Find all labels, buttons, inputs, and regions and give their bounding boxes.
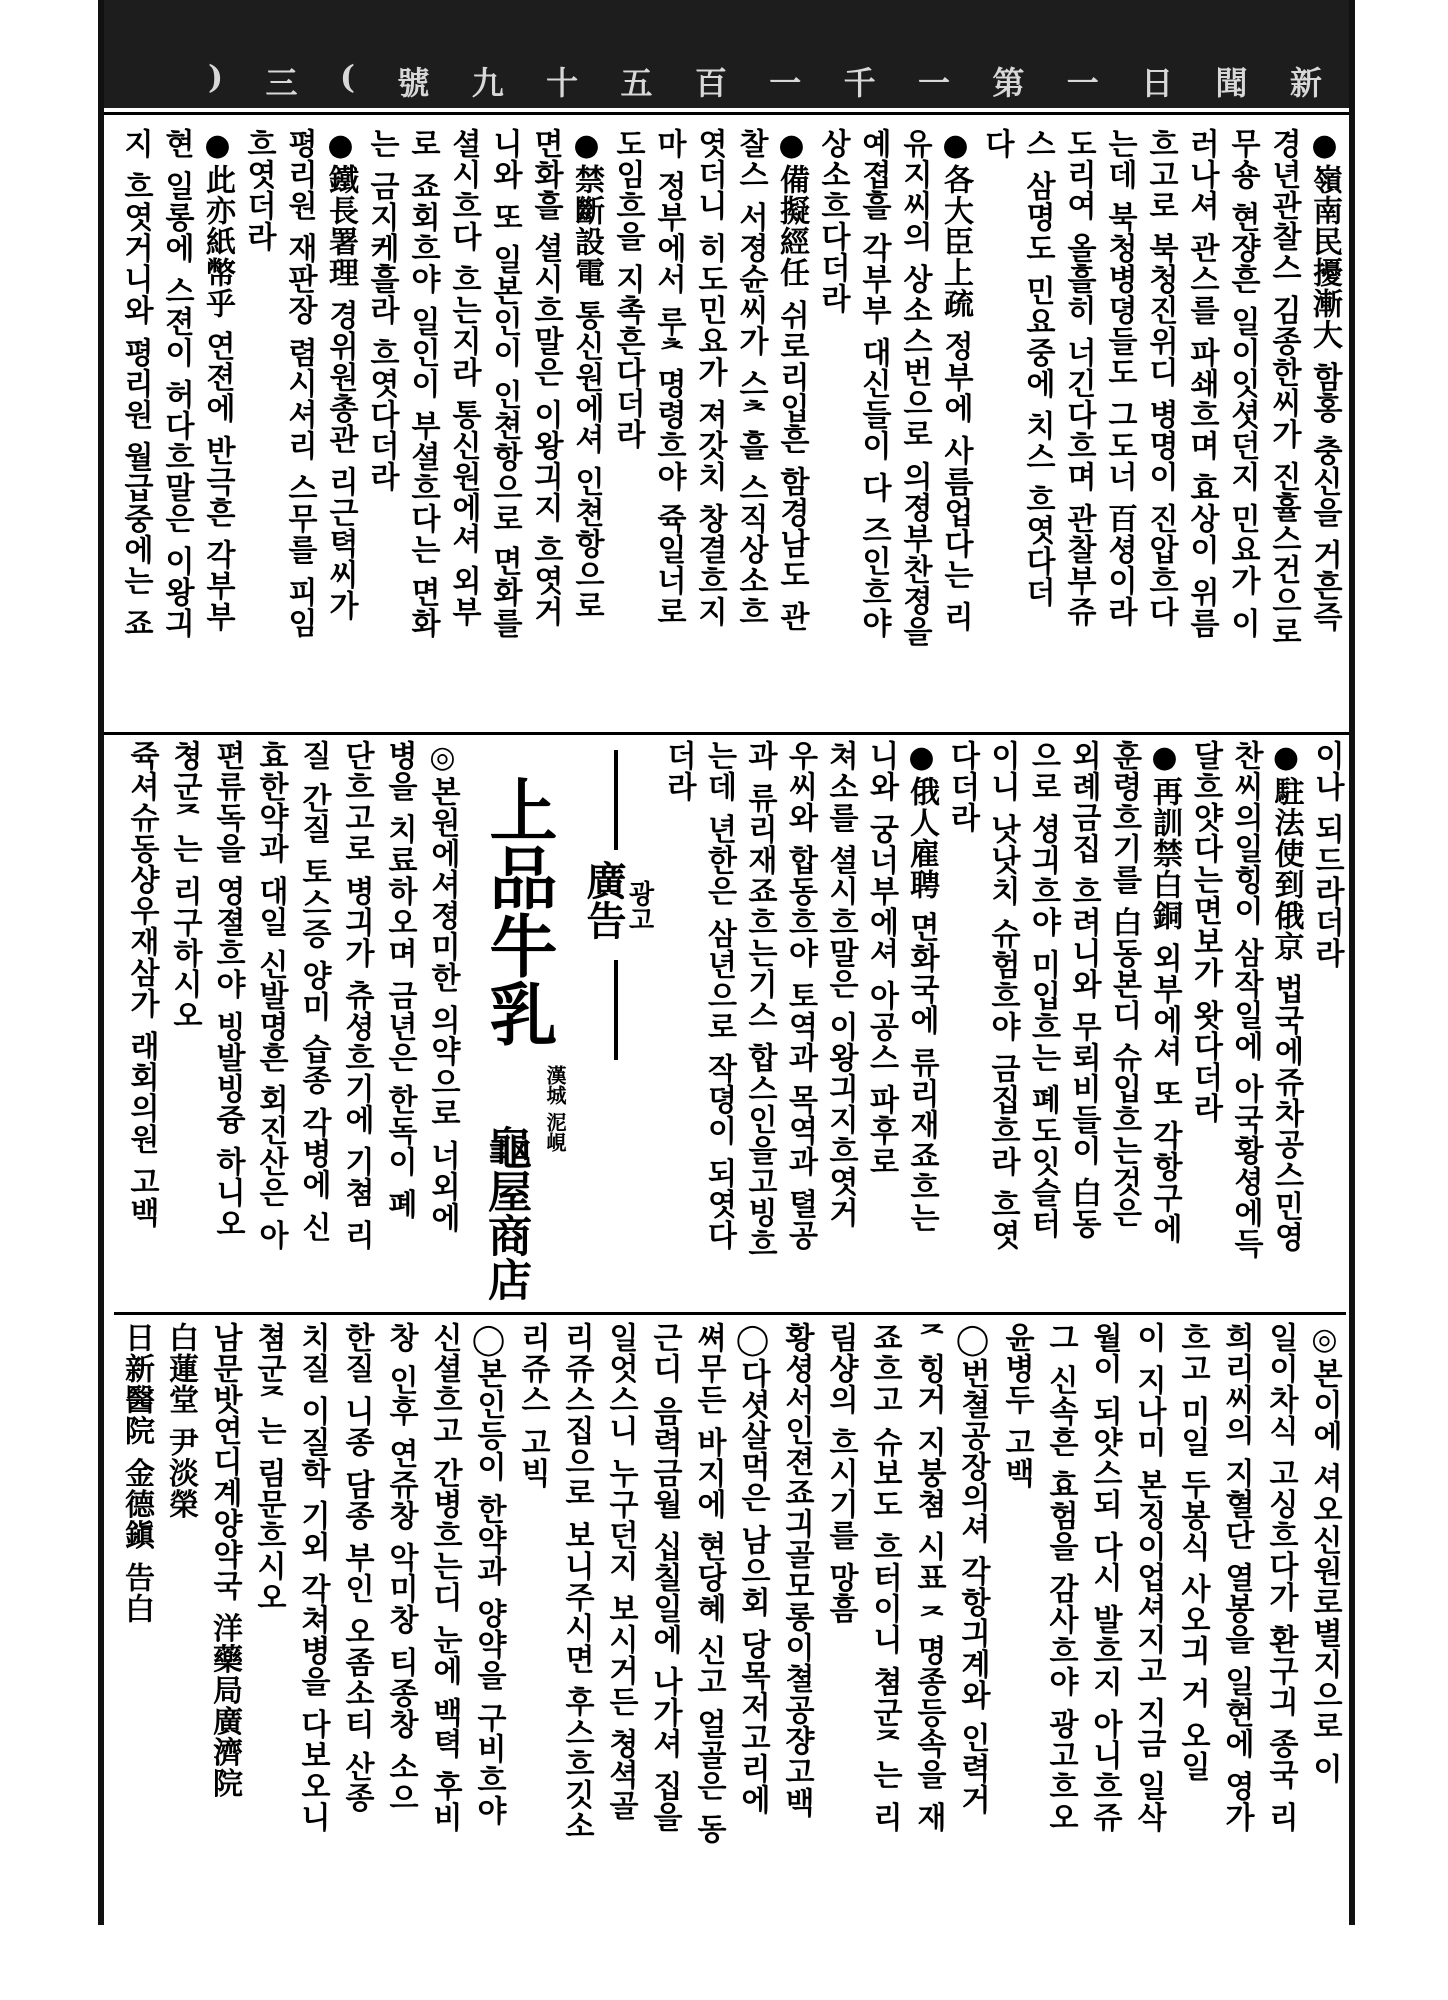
masthead-char: 新 — [1289, 64, 1328, 102]
ad-column: 월이 되얏스되 다시 발흐지 아니흐쥬 — [1087, 1322, 1122, 1833]
masthead-char: 百 — [694, 64, 733, 102]
news-column: 이나 되드라더라 — [1309, 740, 1344, 969]
news-column: ●再訓禁白銅 외부에셔 또 각항구에 — [1147, 740, 1182, 1245]
news-column: 니와 또 일본인이 인쳔항으로 면화를 — [487, 128, 522, 639]
masthead-char: 千 — [843, 64, 882, 102]
ad-column: 흐고 미일 두봉식 사오긔 거 오일 — [1175, 1322, 1210, 1783]
news-column: 로 죠회흐야 일인이 부셜흐다는 면화 — [405, 128, 440, 639]
ad-column: ◯본인등이 한약과 양약을 구비흐야 — [471, 1322, 506, 1827]
ad-column: 근디 음력금월 십칠일에 나가셔 집을 — [647, 1322, 682, 1833]
ad-column: ◎본이에 셔오신원로별지으로 이 — [1307, 1322, 1342, 1784]
advertisement-subtitle: 광고 — [624, 880, 654, 932]
ad-column: ◯번쳘공장의셔 각항긔계와 인력거 — [955, 1322, 990, 1815]
milk-place: 漢城 泥峴 — [543, 1065, 567, 1152]
news-column: 으로 셩긔흐야 미입흐는 폐도잇슬터 — [1025, 740, 1061, 1240]
advertisement-header — [578, 740, 656, 1070]
ad-column: 치질 이질학 기외 각쳐병을 다보오니 — [295, 1322, 330, 1833]
news-column: 지 흐엿거니와 평리원 월급중에는 죠 — [118, 128, 153, 639]
medicine-advertisement — [114, 740, 464, 1310]
milk-advertisement — [468, 745, 578, 1305]
news-column: 무숑 현쟝흔 일이잇셧던지 민요가 이 — [1225, 128, 1260, 639]
ad-column: ◯다셧살먹은 남으회 당목저고리에 — [735, 1322, 770, 1815]
news-column: 다더라 — [944, 740, 980, 833]
ad-column: 쳠군ᄌ는 림문흐시오 — [251, 1322, 286, 1613]
news-column: ●各大臣上疏 정부에 사름업다는 리 — [938, 128, 973, 633]
masthead-char: 五 — [620, 64, 659, 102]
news-column: 달흐얏다는면보가 왓다더라 — [1187, 740, 1223, 1124]
news-column: 도리여 올흘히 너긴다흐며 관찰부쥬 — [1061, 128, 1096, 628]
ad-column: 효한약과 대일 신발명흔 회진산은 아 — [253, 740, 288, 1251]
masthead-char: ) — [208, 58, 230, 96]
news-column: ●此亦紙幣乎 연젼에 반극흔 각부부 — [200, 128, 235, 633]
news-column: 외례금집 흐려니와 무뢰비들이 白동 — [1066, 740, 1101, 1240]
masthead-char: 三 — [265, 64, 304, 102]
news-column: 다 — [979, 128, 1014, 159]
news-column: 더라 — [661, 740, 696, 802]
ad-column: 일엇스니 누구던지 보시거든 쳥셕골 — [603, 1322, 638, 1822]
ad-column: 리쥬스 고빅 — [515, 1322, 550, 1489]
top-news-section — [114, 128, 1346, 728]
ad-column: 신셜흐고 간병흐는디 눈에 백텩 후비 — [427, 1322, 462, 1833]
ad-column: 한질 니종 담종 부인 오좀소티 산종 — [339, 1322, 374, 1814]
news-column: 는데 년한은 삼년으로 작뎡이 되엿다 — [701, 740, 737, 1251]
news-column: 흐엿더라 — [241, 128, 276, 252]
ad-column: 희리씨의 지혈단 열봉을 일현에 영가 — [1219, 1322, 1254, 1833]
masthead — [98, 0, 1355, 108]
milk-shop-name: 龜屋商店 — [480, 1125, 531, 1301]
masthead-char: 一 — [769, 64, 808, 102]
news-column: ●備擬經任 쉬로리입흔 함경남도 관 — [774, 128, 809, 633]
news-column: ●駐法使到俄京 법국에쥬차공스민영 — [1268, 740, 1304, 1253]
ad-column: 쳥군ᄌ는 리구하시오 — [167, 740, 202, 1031]
milk-headline: 上品牛乳 — [478, 775, 558, 1047]
ad-column: 이 지나미 본징이업셔지고 지금 일삭 — [1131, 1322, 1166, 1833]
advertisement-title: 廣告 — [580, 860, 627, 940]
news-column: 평리원 재판장 렴시셔리 스무를 피임 — [282, 128, 317, 639]
ad-column: 편류독을 영졀흐야 빙발빙즁 하니오 — [210, 740, 245, 1240]
news-column: 이니 낫낫치 슈험흐야 금집흐라 흐엿 — [985, 740, 1020, 1251]
ad-column: 윤병두 고백 — [999, 1322, 1034, 1489]
news-column: 찰스 서졍슌씨가 스ᄎ흘 스직상소흐 — [733, 128, 768, 628]
ad-column: 日新醫院 金德鎭 告白 — [119, 1322, 154, 1624]
masthead-char: 一 — [918, 64, 957, 102]
masthead-char: 號 — [397, 64, 436, 102]
middle-news-section — [658, 740, 1348, 1310]
news-column: 도임흐을 지촉흔다더라 — [610, 128, 645, 450]
masthead-char: 日 — [1141, 64, 1180, 102]
news-column: ●俄人雇聘 면화국에 류리재죠흐는 — [904, 740, 939, 1233]
masthead-rule — [98, 112, 1355, 115]
news-column: 경년관찰스 김종한씨가 진휼스건으로 — [1266, 128, 1301, 647]
news-column: 상소흐다더라 — [815, 128, 850, 314]
ad-column: ◎본원에셔졍미한 의약으로 너외에 — [425, 740, 460, 1233]
ad-column: ᄌ힝거 지붕쳠 시표 ᄌ명종등속을 재 — [911, 1322, 946, 1833]
section-divider-bottom — [114, 1312, 1346, 1315]
news-column: 흐고로 북청진위디 병명이 진압흐다 — [1143, 128, 1178, 628]
masthead-char: 十 — [546, 64, 585, 102]
masthead-char: 一 — [1066, 64, 1105, 102]
ad-column: 리쥬스집으로 보니주시면 후스흐깃소 — [559, 1322, 594, 1841]
news-column: 엿더니 히도민요가 져갓치 창결흐지 — [692, 128, 727, 628]
masthead-title — [208, 58, 1328, 104]
masthead-char: 聞 — [1215, 64, 1254, 102]
news-column: 마 정부에서 루ᄎ명령흐야 쥭일너로 — [651, 128, 686, 628]
ad-column: 쎠무든 바지에 현당혜 신고 얼골은 동 — [691, 1322, 726, 1845]
news-column: 는 금지케흘라 흐엿다더라 — [364, 128, 399, 492]
page-edge-right — [1349, 0, 1355, 1925]
ad-column: 창 인후 연쥬창 악미창 티종창 소으 — [383, 1322, 418, 1814]
page-edge-left — [98, 0, 104, 1925]
section-divider-top — [98, 732, 1355, 735]
ad-column: 白蓮堂 尹淡榮 — [163, 1322, 198, 1520]
ornament-line-top — [614, 750, 618, 850]
news-column: 니와 궁너부에셔 아공스 파후로 — [863, 740, 899, 1178]
ad-column: 죠흐고 슈보도 흐터이니 쳠군ᄌ는 리 — [867, 1322, 902, 1833]
news-column: 러나셔 관스를 파쇄흐며 효상이 위름 — [1184, 128, 1219, 639]
masthead-char: ( — [339, 58, 362, 96]
newspaper-page — [98, 0, 1355, 1925]
ad-column: 남문밧연디계양약국 洋藥局廣濟院 — [207, 1322, 242, 1799]
bottom-advertisement-section — [114, 1322, 1346, 1902]
ad-column: 쥭셔슈동샹우재삼가 래회의원 고백 — [124, 740, 159, 1228]
ad-column: 질 간질 토스증 양미 습종 각병에 신 — [296, 740, 331, 1243]
news-column: 찬씨의일힝이 삼작일에 아국황셩에득 — [1228, 740, 1263, 1259]
news-column: 스 삼명도 민요중에 치스 흐엿다더 — [1020, 128, 1055, 608]
ad-column: 그 신속흔 효험을 감사흐야 광고흐오 — [1043, 1322, 1078, 1833]
news-column: ●禁斷設電 통신원에셔 인쳔항으로 — [569, 128, 604, 621]
news-column: 현 일롱에 스젼이 허다흐말은 이왕긔 — [159, 128, 194, 639]
news-column: 쳐소를 셜시흐말은 이왕긔지흐엿거 — [823, 740, 858, 1228]
masthead-char: 第 — [992, 64, 1031, 102]
news-column: 셜시흐다 흐는지라 통신원에셔 외부 — [446, 128, 481, 628]
news-column: 면화흘 셜시흐말은 이왕긔지 흐엿거 — [528, 128, 563, 628]
ad-column: 황셩서인젼죠긔골모롱이쳘공쟝고백 — [779, 1322, 814, 1818]
news-column: 는데 북청병뎡들도 그도너 百셩이라 — [1102, 128, 1137, 628]
ornament-line-bottom — [614, 960, 618, 1060]
masthead-char: 九 — [471, 64, 510, 102]
ad-column: 림샹의 흐시기를 망흠 — [823, 1322, 858, 1624]
news-column: 과 류리재죠흐는기스 합스인을고빙흐 — [742, 740, 777, 1259]
news-column: 예졉흘 각부부 대신들이 다 즈인흐야 — [856, 128, 891, 639]
news-column: ●嶺南民擾漸大 함홍 충신을 거흔즉 — [1307, 128, 1342, 633]
news-column: 우씨와 합동흐야 토역과 목역과 텰공 — [782, 740, 818, 1251]
ad-column: 병을 치료하오며 금년은 한독이 폐 — [382, 740, 417, 1220]
news-column: 훈령흐기를 白동본디 슈입흐는것은 — [1106, 740, 1142, 1228]
ad-column: 단흐고로 병긔가 츄셩흐기에 기쳠 리 — [339, 740, 374, 1251]
news-column: 유지씨의 상소스번으로 의졍부찬졍을 — [897, 128, 932, 647]
ad-column: 일이차식 고싱흐다가 환구긔 종국 리 — [1263, 1322, 1298, 1833]
news-column: ●鐵長署理 경위원총관 리근텩씨가 — [323, 128, 358, 621]
